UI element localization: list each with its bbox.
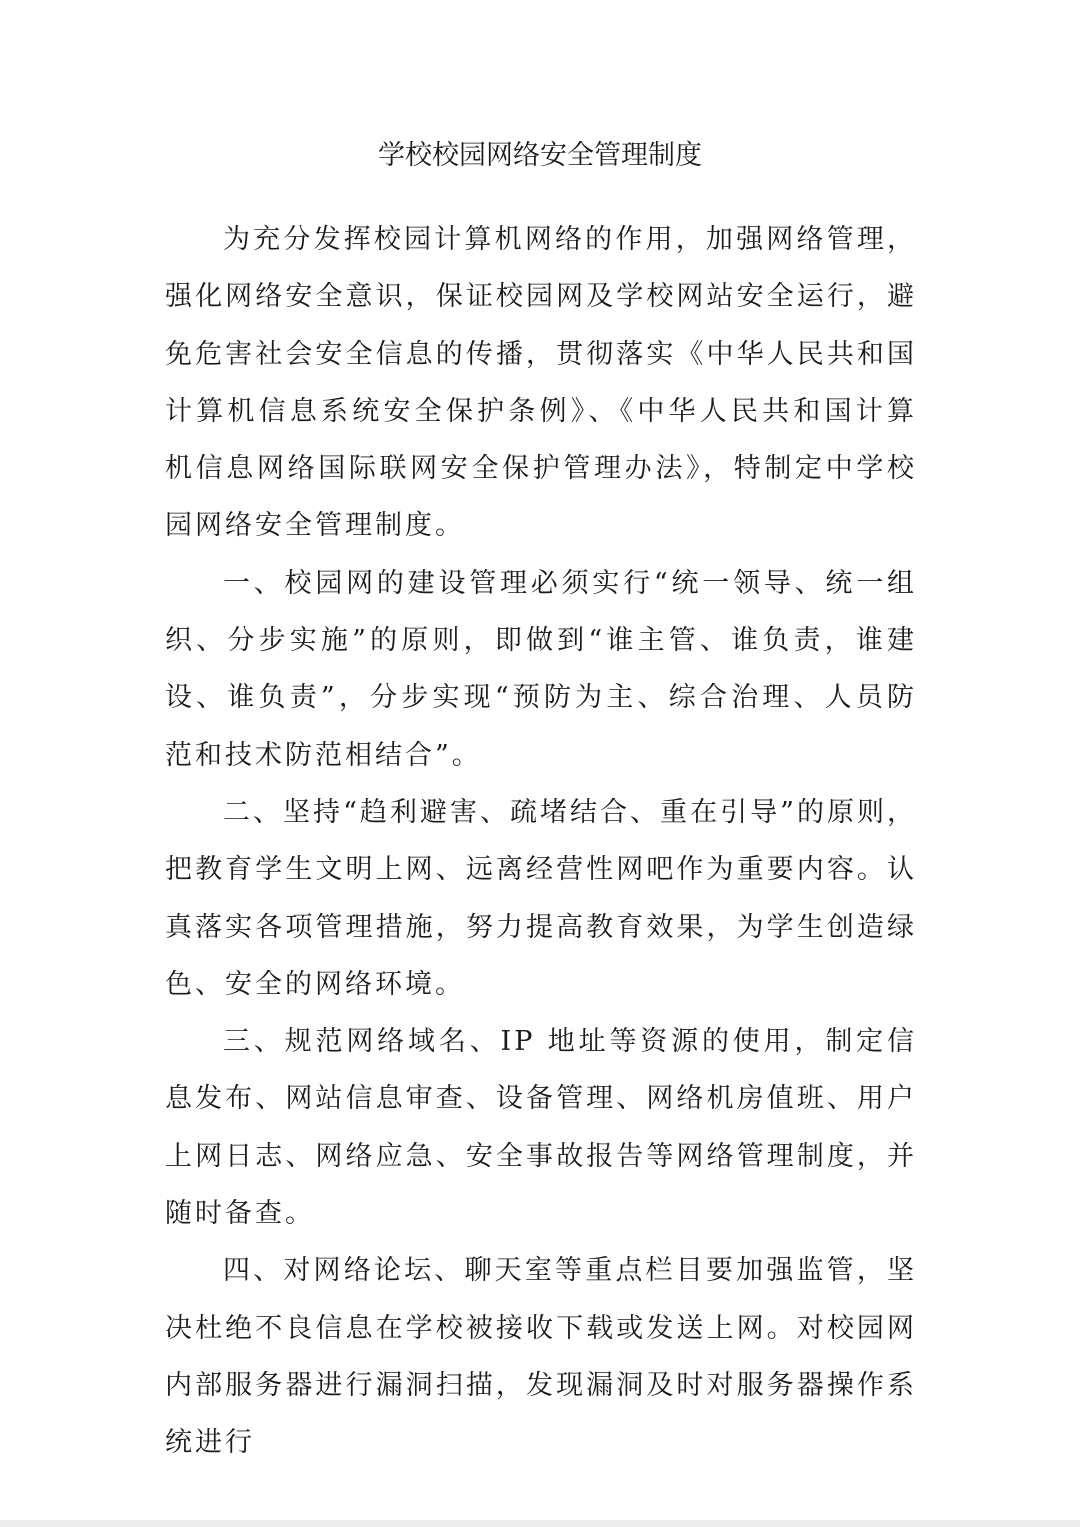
clause-1-paragraph: 一、校园网的建设管理必须实行“统一领导、统一组织、分步实施”的原则，即做到“谁主管、谁负责，谁建设、谁负责”，分步实现“预防为主、综合治理、人员防范和技术防范相结合”。 xyxy=(165,567,917,771)
intro-paragraph: 为充分发挥校园计算机网络的作用，加强网络管理，强化网络安全意识，保证校园网及学校网站安全运行，避免危害社会安全信息的传播，贯彻落实《中华人民共和国计算机信息系统安全保护条例》、《中华人民共和国计算机信息网络国际联网安全保护管理办法》，特制定中学校园网络安全管理制度。 xyxy=(165,224,917,542)
clause-2-paragraph: 二、坚持“趋利避害、疏堵结合、重在引导”的原则，把教育学生文明上网、远离经营性网吧作为重要内容。认真落实各项管理措施，努力提高教育效果，为学生创造绿色、安全的网络环境。 xyxy=(165,796,917,1000)
document-title: 学校校园网络安全管理制度 xyxy=(378,140,702,171)
clause-4-paragraph: 四、对网络论坛、聊天室等重点栏目要加强监管，坚决杜绝不良信息在学校被接收下载或发送上网。对校园网内部服务器进行漏洞扫描，发现漏洞及时对服务器操作系统进行 xyxy=(165,1255,917,1459)
page-bottom-edge xyxy=(0,1520,1080,1527)
clause-3-paragraph: 三、规范网络域名、IP 地址等资源的使用，制定信息发布、网站信息审查、设备管理、网络机房值班、用户上网日志、网络应急、安全事故报告等网络管理制度，并随时备查。 xyxy=(165,1026,917,1230)
document-body xyxy=(165,211,917,1472)
